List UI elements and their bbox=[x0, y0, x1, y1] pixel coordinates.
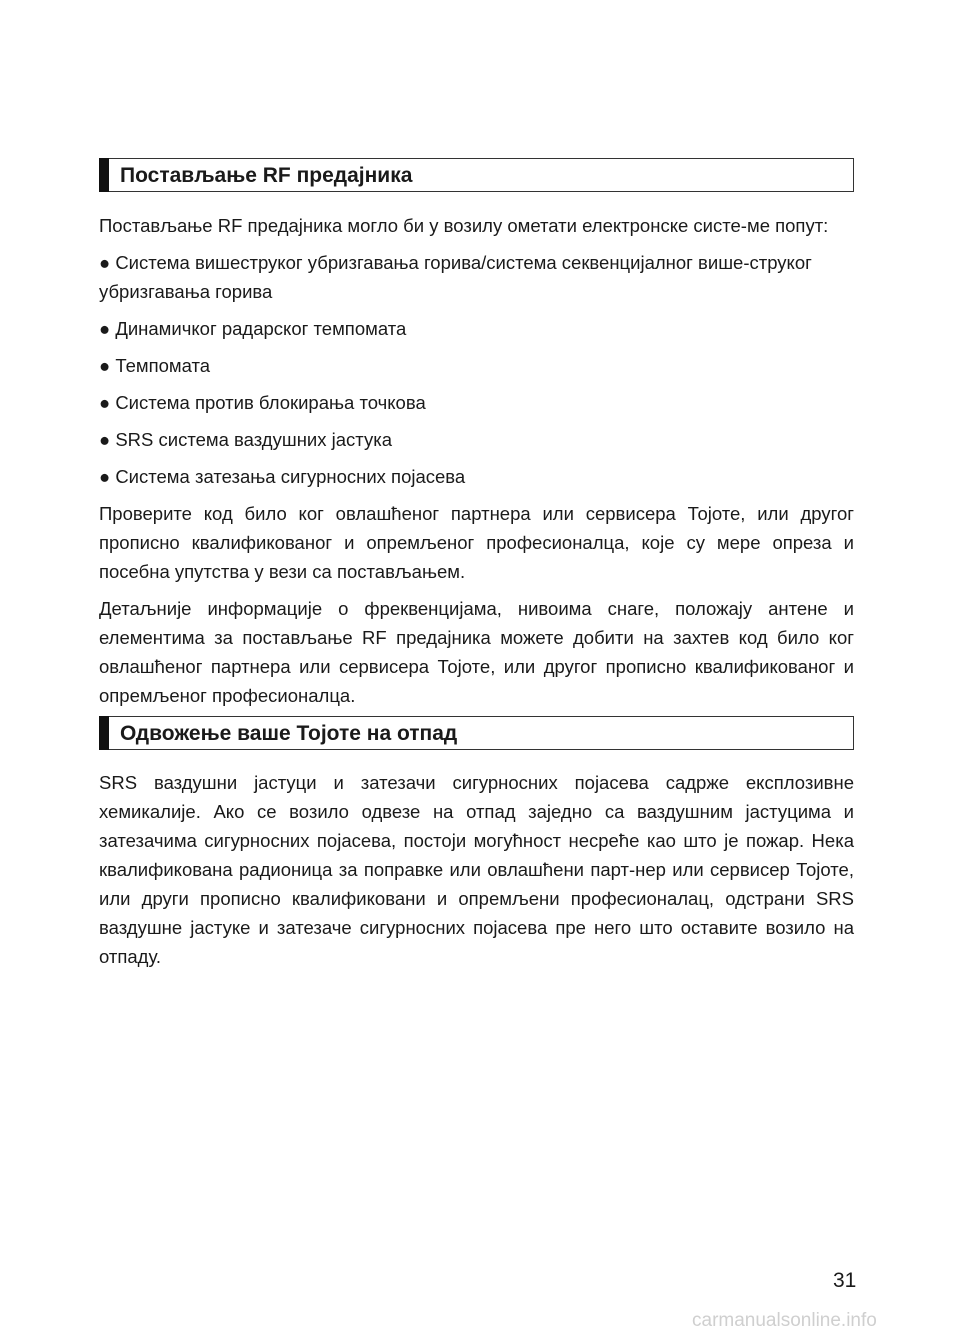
section-header-disposal bbox=[99, 716, 854, 750]
watermark: carmanualsonline.info bbox=[692, 1310, 877, 1331]
section-body-disposal bbox=[99, 768, 854, 979]
section-title: Одвожење ваше Тојоте на отпад bbox=[120, 722, 458, 745]
section-header-marker bbox=[99, 158, 109, 192]
intro-paragraph: Постављање RF предајника могло би у возилу ометати електронске систе-ме попут: bbox=[99, 215, 829, 236]
bullet-item: ● Темпомата bbox=[99, 355, 211, 376]
section-body-rf-transmitter bbox=[99, 211, 854, 718]
section-header-rf-transmitter bbox=[99, 158, 854, 192]
bullet-item: ● Система против блокирања точкова bbox=[99, 392, 426, 413]
page-number: 31 bbox=[833, 1269, 857, 1292]
body-paragraph: Детаљније информације о фреквенцијама, нивоима снаге, положају антене и елементима за постављање RF предајника можете добити на захтев код било ког овлашћеног партнера или сервисера Тојоте, или другог прописно квалификованог и опремљеног професионалца. bbox=[99, 598, 854, 706]
bullet-item: ● SRS система ваздушних јастука bbox=[99, 429, 393, 450]
section-header-marker bbox=[99, 716, 109, 750]
body-paragraph: Проверите код било ког овлашћеног партнера или сервисера Тојоте, или другог прописно квалификованог и опремљеног професионалца, које су мере опреза и посебна упутства у вези са постављањем. bbox=[99, 503, 854, 582]
body-paragraph: SRS ваздушни јастуци и затезачи сигурносних појасева садрже експлозивне хемикалије. Ако се возило одвезе на отпад заједно са ваздушним јастуцима и затезачима сигурносних појасева, постоји могућност несреће као што је пожар. Нека квалификована радионица за поправке или овлашћени парт-нер или сервисер Тојоте, или други прописно квалификовани и опремљени професионалац, одстрани SRS ваздушне јастуке и затезаче сигурносних појасева пре него што оставите возило на отпаду. bbox=[99, 772, 854, 967]
bullet-item: ● Система затезања сигурносних појасева bbox=[99, 466, 466, 487]
section-title: Постављање RF предајника bbox=[120, 164, 413, 187]
bullet-item: ● Динамичког радарског темпомата bbox=[99, 318, 407, 339]
bullet-item: ● Система вишеструког убризгавања горива/система секвенцијалног више-струког убризгавања горива bbox=[99, 252, 812, 302]
